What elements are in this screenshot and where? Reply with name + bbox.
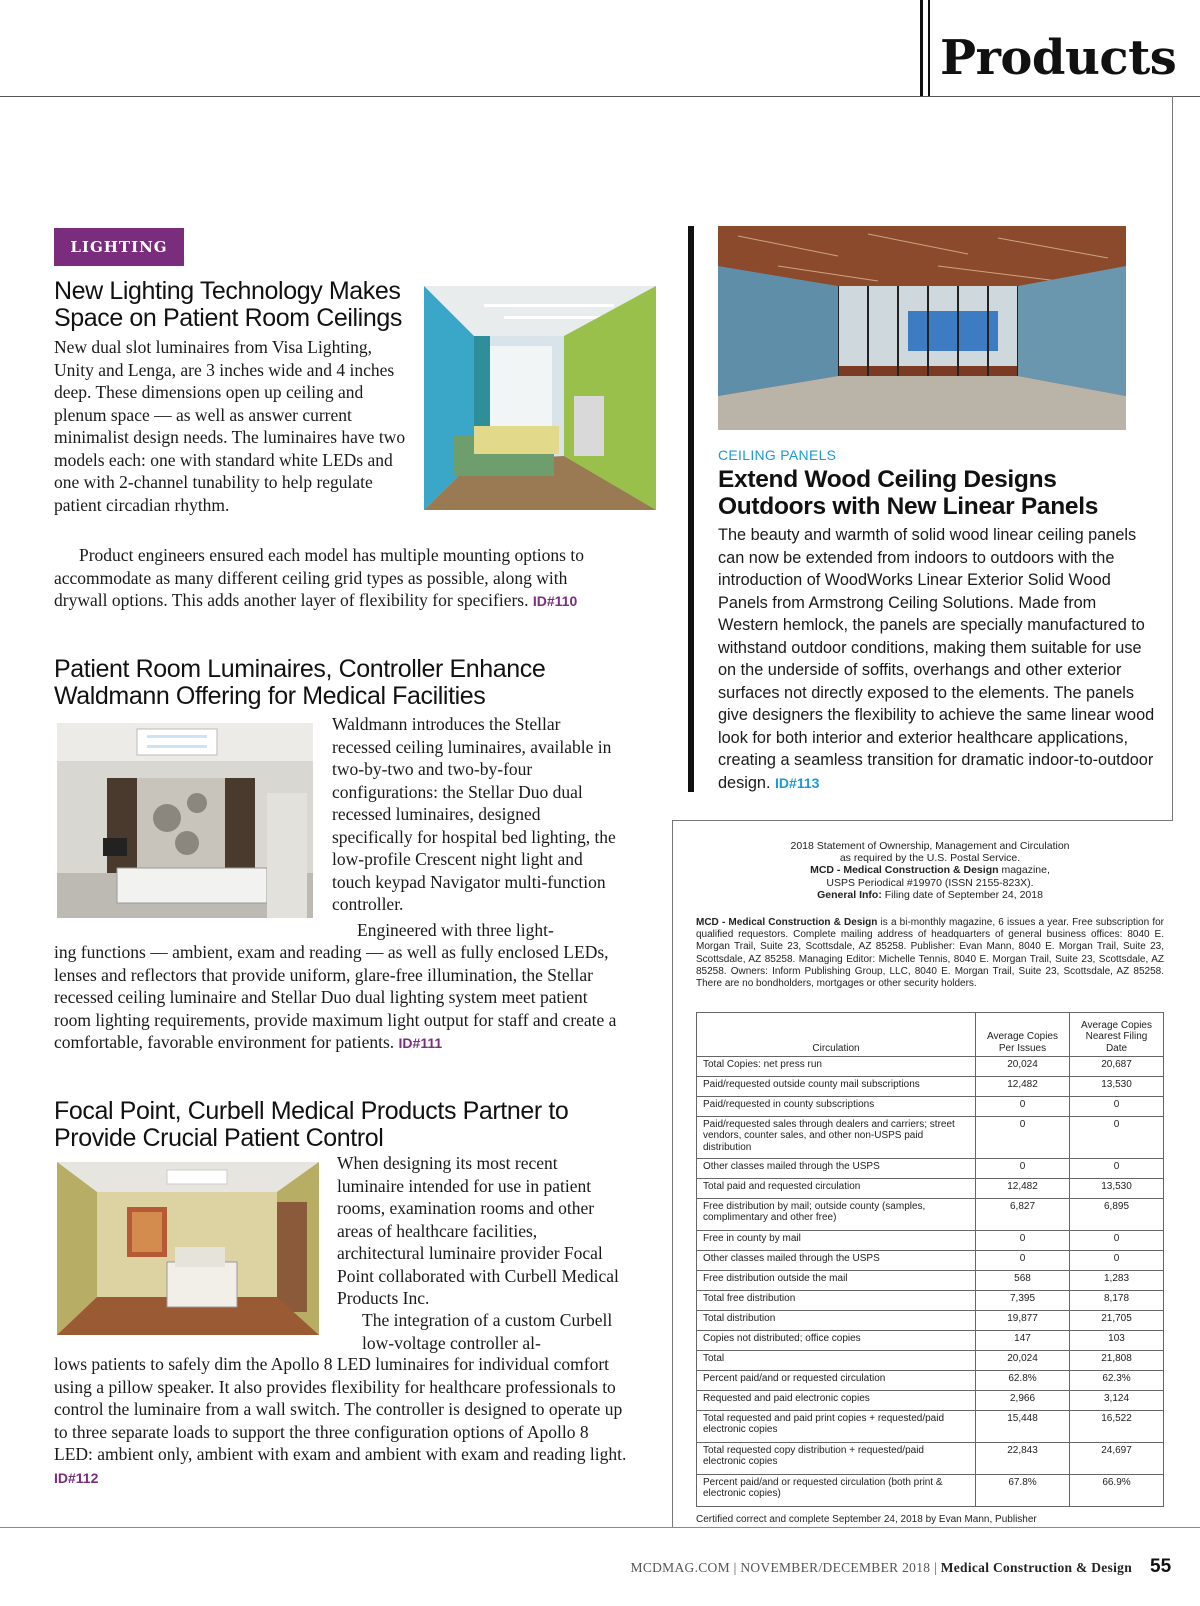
row-nearest: 0 xyxy=(1070,1159,1164,1179)
article4-headline: Extend Wood Ceiling Designs Outdoors with New Linear Panels xyxy=(718,466,1099,520)
article4-photo xyxy=(718,226,1126,430)
row-nearest: 62.3% xyxy=(1070,1371,1164,1391)
table-row xyxy=(697,1351,1164,1371)
article3-body1: When designing its most recent luminaire intended for use in patient rooms, examination rooms and other areas of healthcare facilities, architectural luminaire provider Focal Point collaborated with Curbell Medical Products Inc. xyxy=(337,1153,619,1308)
row-nearest: 21,808 xyxy=(1070,1351,1164,1371)
article1-photo xyxy=(424,286,656,510)
table-row xyxy=(697,1371,1164,1391)
row-label: Other classes mailed through the USPS xyxy=(697,1251,976,1271)
row-label: Total free distribution xyxy=(697,1291,976,1311)
table-row xyxy=(697,1443,1164,1475)
row-average: 7,395 xyxy=(976,1291,1070,1311)
col-header-circulation: Circulation xyxy=(697,1013,976,1057)
article1-body1: New dual slot luminaires from Visa Lighting, Unity and Lenga, are 3 inches wide and 4 inches deep. These dimensions open up ceiling and plenum space — as well as answer current minimalist design needs. The luminaires have two models each: one with standard white LEDs and one with 2-channel tunability to help regulate patient circadian rhythm. xyxy=(54,337,406,515)
col-header-nearest: Average Copies Nearest Filing Date xyxy=(1070,1013,1164,1057)
article2-photo xyxy=(57,723,313,918)
table-row xyxy=(697,1057,1164,1077)
row-label: Free distribution by mail; outside county (samples, complimentary and other free) xyxy=(697,1199,976,1231)
article4-body: The beauty and warmth of solid wood linear ceiling panels can now be extended from indoors to outdoors with the introduction of WoodWorks Linear Exterior Solid Wood Panels from Armstrong Ceiling Solutions. Made from Western hemlock, the panels are specially manufactured to withstand outdoor conditions, making them suitable for use on the underside of soffits, overhangs and other exterior surfaces not directly exposed to the elements. The panels give designers the flexibility to achieve the same linear wood look for both interior and exterior healthcare applications, creating a seamless transition for dramatic indoor-to-outdoor design. ID#113 xyxy=(718,526,1155,792)
row-nearest: 0 xyxy=(1070,1097,1164,1117)
row-average: 568 xyxy=(976,1271,1070,1291)
row-average: 0 xyxy=(976,1251,1070,1271)
article3-id[interactable]: ID#112 xyxy=(54,1469,99,1486)
row-average: 62.8% xyxy=(976,1371,1070,1391)
row-nearest: 24,697 xyxy=(1070,1443,1164,1475)
row-nearest: 0 xyxy=(1070,1251,1164,1271)
header-rule xyxy=(0,96,920,97)
article2-headline: Patient Room Luminaires, Controller Enhance Waldmann Offering for Medical Facilities xyxy=(54,655,546,710)
table-row xyxy=(697,1179,1164,1199)
footer-publication: Medical Construction & Design xyxy=(940,1560,1132,1575)
row-nearest: 0 xyxy=(1070,1231,1164,1251)
row-average: 19,877 xyxy=(976,1311,1070,1331)
page-number: 55 xyxy=(1150,1556,1172,1577)
table-row xyxy=(697,1159,1164,1179)
row-label: Total requested and paid print copies + requested/paid electronic copies xyxy=(697,1411,976,1443)
article3-body2a: The integration of a custom Curbell low-voltage controller al- xyxy=(362,1310,613,1353)
article3-body2b: lows patients to safely dim the Apollo 8 LED luminaires for individual comfort using a pillow speaker. It also provides flexibility for healthcare professionals to control the luminaire from a wall switch. The controller is designed to operate up to three separate loads to support the three configuration options of Apollo 8 LED: ambient only, ambient with exam and ambient with exam and reading light. ID#112 xyxy=(54,1354,627,1486)
col-header-average: Average Copies Per Issues xyxy=(976,1013,1070,1057)
table-row xyxy=(697,1331,1164,1351)
row-label: Paid/requested in county subscriptions xyxy=(697,1097,976,1117)
row-average: 147 xyxy=(976,1331,1070,1351)
row-nearest: 13,530 xyxy=(1070,1077,1164,1097)
article4-accent-bar xyxy=(688,226,694,792)
row-label: Percent paid/and or requested circulation xyxy=(697,1371,976,1391)
row-nearest: 6,895 xyxy=(1070,1199,1164,1231)
row-label: Total distribution xyxy=(697,1311,976,1331)
article2-id[interactable]: ID#111 xyxy=(398,1035,443,1051)
table-row xyxy=(697,1391,1164,1411)
row-average: 0 xyxy=(976,1097,1070,1117)
table-row xyxy=(697,1077,1164,1097)
right-column-rule xyxy=(1172,96,1173,820)
row-nearest: 0 xyxy=(1070,1117,1164,1159)
table-row xyxy=(697,1199,1164,1231)
row-average: 0 xyxy=(976,1159,1070,1179)
row-average: 12,482 xyxy=(976,1179,1070,1199)
article4-kicker: CEILING PANELS xyxy=(718,447,837,463)
row-nearest: 13,530 xyxy=(1070,1179,1164,1199)
row-nearest: 8,178 xyxy=(1070,1291,1164,1311)
article1-headline: New Lighting Technology Makes Space on Patient Room Ceilings xyxy=(54,277,402,332)
article2-body1: Waldmann introduces the Stellar recessed ceiling luminaires, available in two-by-two and two-by-four configurations: the Stellar Duo dual recessed luminaires, designed specifically for hospital bed lighting, the low-profile Crescent night light and touch keypad Navigator multi-function controller. xyxy=(332,714,616,914)
row-average: 2,966 xyxy=(976,1391,1070,1411)
table-row xyxy=(697,1311,1164,1331)
row-average: 20,024 xyxy=(976,1057,1070,1077)
table-row xyxy=(697,1097,1164,1117)
row-average: 12,482 xyxy=(976,1077,1070,1097)
row-label: Free distribution outside the mail xyxy=(697,1271,976,1291)
row-nearest: 66.9% xyxy=(1070,1475,1164,1507)
article3-photo xyxy=(57,1162,319,1335)
row-nearest: 1,283 xyxy=(1070,1271,1164,1291)
row-nearest: 16,522 xyxy=(1070,1411,1164,1443)
row-label: Percent paid/and or requested circulation (both print & electronic copies) xyxy=(697,1475,976,1507)
statement-paragraph: MCD - Medical Construction & Design is a bi-monthly magazine, 6 issues a year. Free subscription for qualified requestors. Complete mailing address of headquarters of general business offices: 8040 E. Morgan Trail, Suite 23, Scottsdale, AZ 85258. Publisher: Evan Mann, 8040 E. Morgan Trail, Suite 23, Scottsdale, AZ 85258. Managing Editor: Michelle Tennis, 8040 E. Morgan Trail, Suite 23, Scottsdale, AZ 85258. Owners: Inform Publishing Group, LLC, 8040 E. Morgan Trail, Suite 23, Scottsdale, AZ 85258. There are no bondholders, mortgages or other security holders. xyxy=(696,917,1164,990)
row-label: Total paid and requested circulation xyxy=(697,1179,976,1199)
footer-line: MCDMAG.COM | NOVEMBER/DECEMBER 2018 | Medical Construction & Design xyxy=(630,1560,1132,1575)
footer-site[interactable]: MCDMAG.COM xyxy=(630,1560,730,1575)
article3-headline: Focal Point, Curbell Medical Products Partner to Provide Crucial Patient Control xyxy=(54,1097,569,1152)
circulation-table xyxy=(696,1012,1164,1507)
footer-issue: NOVEMBER/DECEMBER 2018 xyxy=(740,1560,931,1575)
row-average: 20,024 xyxy=(976,1351,1070,1371)
table-row xyxy=(697,1271,1164,1291)
row-nearest: 3,124 xyxy=(1070,1391,1164,1411)
row-label: Paid/requested outside county mail subscriptions xyxy=(697,1077,976,1097)
row-nearest: 103 xyxy=(1070,1331,1164,1351)
table-row xyxy=(697,1291,1164,1311)
circulation-table-body xyxy=(697,1057,1164,1507)
row-label: Total requested copy distribution + requested/paid electronic copies xyxy=(697,1443,976,1475)
footer-rule xyxy=(0,1527,1200,1528)
row-label: Other classes mailed through the USPS xyxy=(697,1159,976,1179)
row-average: 6,827 xyxy=(976,1199,1070,1231)
table-row xyxy=(697,1475,1164,1507)
row-label: Copies not distributed; office copies xyxy=(697,1331,976,1351)
row-average: 67.8% xyxy=(976,1475,1070,1507)
row-nearest: 20,687 xyxy=(1070,1057,1164,1077)
table-row xyxy=(697,1117,1164,1159)
article2-body2b: ing functions — ambient, exam and reading — as well as fully enclosed LEDs, lenses and reflectors that provide uniform, glare-free illumination, the Stellar recessed ceiling luminaire and Stellar Duo dual lighting system meet patient room lighting requirements, provide maximum light output for staff and create a comfortable, favorable environment for patients. ID#111 xyxy=(54,942,617,1052)
certification-line: Certified correct and complete September 24, 2018 by Evan Mann, Publisher xyxy=(696,1514,1037,1525)
row-average: 15,448 xyxy=(976,1411,1070,1443)
row-label: Free in county by mail xyxy=(697,1231,976,1251)
row-average: 0 xyxy=(976,1117,1070,1159)
row-label: Total Copies: net press run xyxy=(697,1057,976,1077)
article2-body2a: Engineered with three light- xyxy=(357,920,554,940)
row-label: Total xyxy=(697,1351,976,1371)
table-row xyxy=(697,1251,1164,1271)
row-label: Requested and paid electronic copies xyxy=(697,1391,976,1411)
table-row xyxy=(697,1411,1164,1443)
row-average: 22,843 xyxy=(976,1443,1070,1475)
article1-id[interactable]: ID#110 xyxy=(532,593,578,609)
row-average: 0 xyxy=(976,1231,1070,1251)
table-row xyxy=(697,1231,1164,1251)
row-label: Paid/requested sales through dealers and carriers; street vendors, counter sales, and other non-USPS paid distribution xyxy=(697,1117,976,1159)
header-bars xyxy=(920,0,930,96)
statement-heading: 2018 Statement of Ownership, Management and Circulation as required by the U.S. Postal Service. MCD - Medical Construction & Design magazine, USPS Periodical #19970 (ISSN 2155-823X). General Info: Filing date of September 24, 2018 xyxy=(790,840,1070,901)
header-rule-right xyxy=(920,96,1200,97)
lighting-tag: LIGHTING xyxy=(54,228,184,266)
row-nearest: 21,705 xyxy=(1070,1311,1164,1331)
section-title: Products xyxy=(940,30,1177,86)
article1-body2: Product engineers ensured each model has multiple mounting options to accommodate as many different ceiling grid types as possible, along with drywall options. This adds another layer of flexibility for specifiers. ID#110 xyxy=(54,545,584,610)
article4-id[interactable]: ID#113 xyxy=(775,774,820,791)
